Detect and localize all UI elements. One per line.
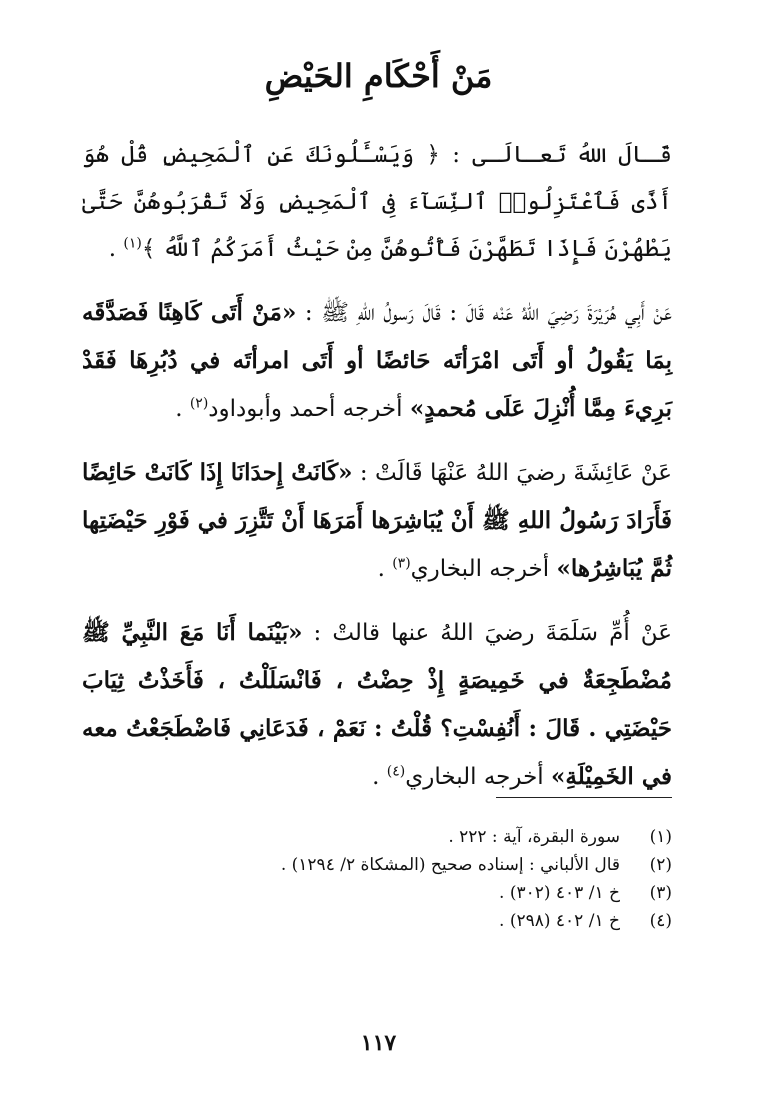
paragraph-intro: عَنْ أُمِّ سَلَمَةَ رضيَ اللهُ عنها قالتْ :	[302, 620, 672, 646]
paragraph-end: .	[108, 236, 124, 262]
chapter-title: مَنْ أَحْكَامِ الحَيْضِ	[264, 57, 493, 95]
footnote-ref: (٢)	[189, 395, 209, 412]
footnote-text: سورة البقرة، آية : ٢٢٢ .	[448, 827, 620, 847]
footnote-number: (٢)	[649, 855, 672, 875]
footnote-number: (٤)	[649, 911, 672, 931]
footnote-item	[82, 851, 672, 879]
footnote-ref: (٣)	[392, 555, 411, 572]
paragraph-intro: عَنْ أَبِي هُرَيْرَةَ رَضِيَ اللهُ عَنْه قَالَ : قَالَ رَسولُ اللهِ ﷺ :	[296, 300, 672, 326]
hadith-source: أخرجه أحمد وأبوداود	[208, 396, 410, 422]
paragraph-umm-salama	[82, 609, 672, 801]
paragraph-quran-verse	[82, 132, 672, 273]
paragraph-end: .	[175, 396, 190, 422]
footnote-text: خ ١/ ٤٠٢ (٢٩٨) .	[499, 911, 620, 931]
paragraph-aisha	[82, 449, 672, 593]
footnote-text: قال الألباني : إسناده صحيح (المشكاة ٢/ ١٢٩٤) .	[280, 855, 620, 875]
paragraph-intro: عَنْ عَائِشَةَ رضيَ اللهُ عَنْهَا قَالَتْ :	[352, 460, 672, 486]
footnote-text: خ ١/ ٤٠٣ (٣٠٢) .	[499, 883, 620, 903]
footnote-number: (١)	[649, 827, 672, 847]
hadith-quote: «مَنْ أَتَى كَاهِنًا فَصَدَّقَه بِمَا يَقُولُ أو أَتَى امْرَأتَه حَائضًا أو أَتَى امرأتَه في دُبُرِهَا فَقَدْ بَرِيءَ مِمَّا أُنْزِلَ عَلَى مُحمدٍ»	[82, 299, 672, 422]
footnote-item	[82, 823, 672, 851]
footnote-ref: (٤)	[386, 763, 406, 780]
hadith-source: أخرجه البخاري	[405, 764, 552, 790]
paragraph-abu-hurayra	[82, 289, 672, 433]
footnote-number: (٣)	[649, 883, 672, 903]
footnote-item	[82, 879, 672, 907]
paragraph-end: .	[377, 556, 393, 582]
quran-quote: ﴿ وَيَسْـَٔلُونَكَ عَنِ ٱلْمَحِيضِ قُلْ هُوَ أَذًى فَٱعْتَزِلُوا۟ ٱلنِّسَآءَ فِى ٱلْمَحِيضِ وَلَا تَقْرَبُوهُنَّ حَتَّىٰ يَطْهُرْنَ فَإِذَا تَطَهَّرْنَ فَأْتُوهُنَّ مِنْ حَيْثُ أَمَرَكُمُ ٱللَّهُ ﴾	[82, 142, 672, 262]
paragraph-end: .	[372, 764, 387, 790]
page-number: ١١٧	[360, 1030, 397, 1056]
hadith-quote: «كَانَتْ إِحدَانَا إِذَا كَانَتْ حَائِضًا فَأَرَادَ رَسُولُ اللهِ ﷺ أَنْ يُبَاشِرَها أَمَرَهَا أَنْ تَتَّزِرَ في فَوْرِ حَيْضَتِها ثُمَّ يُبَاشِرُها»	[82, 459, 672, 582]
footnote-item	[82, 907, 672, 935]
paragraph-intro: قَـالَ اللهُ تَعـالَـى :	[439, 142, 672, 168]
footnote-divider	[496, 797, 672, 798]
footnotes-list	[82, 823, 672, 935]
main-text	[82, 132, 672, 817]
footnote-ref: (١)	[123, 235, 142, 252]
hadith-quote: «بَيْنَما أَنَا مَعَ النَّبِيِّ ﷺ مُضْطَجِعَةٌ في خَمِيصَةٍ إِذْ حِضْتُ ، فَانْسَلَلْتُ ، فَأَخَذْتُ ثِيَابَ حَيْضَتِي . قَالَ : أَنُفِسْتِ؟ قُلْتُ : نَعَمْ ، فَدَعَانِي فَاضْطَجَعْتُ معه في الخَمِيْلَةِ»	[82, 619, 672, 790]
hadith-source: أخرجه البخاري	[410, 556, 557, 582]
